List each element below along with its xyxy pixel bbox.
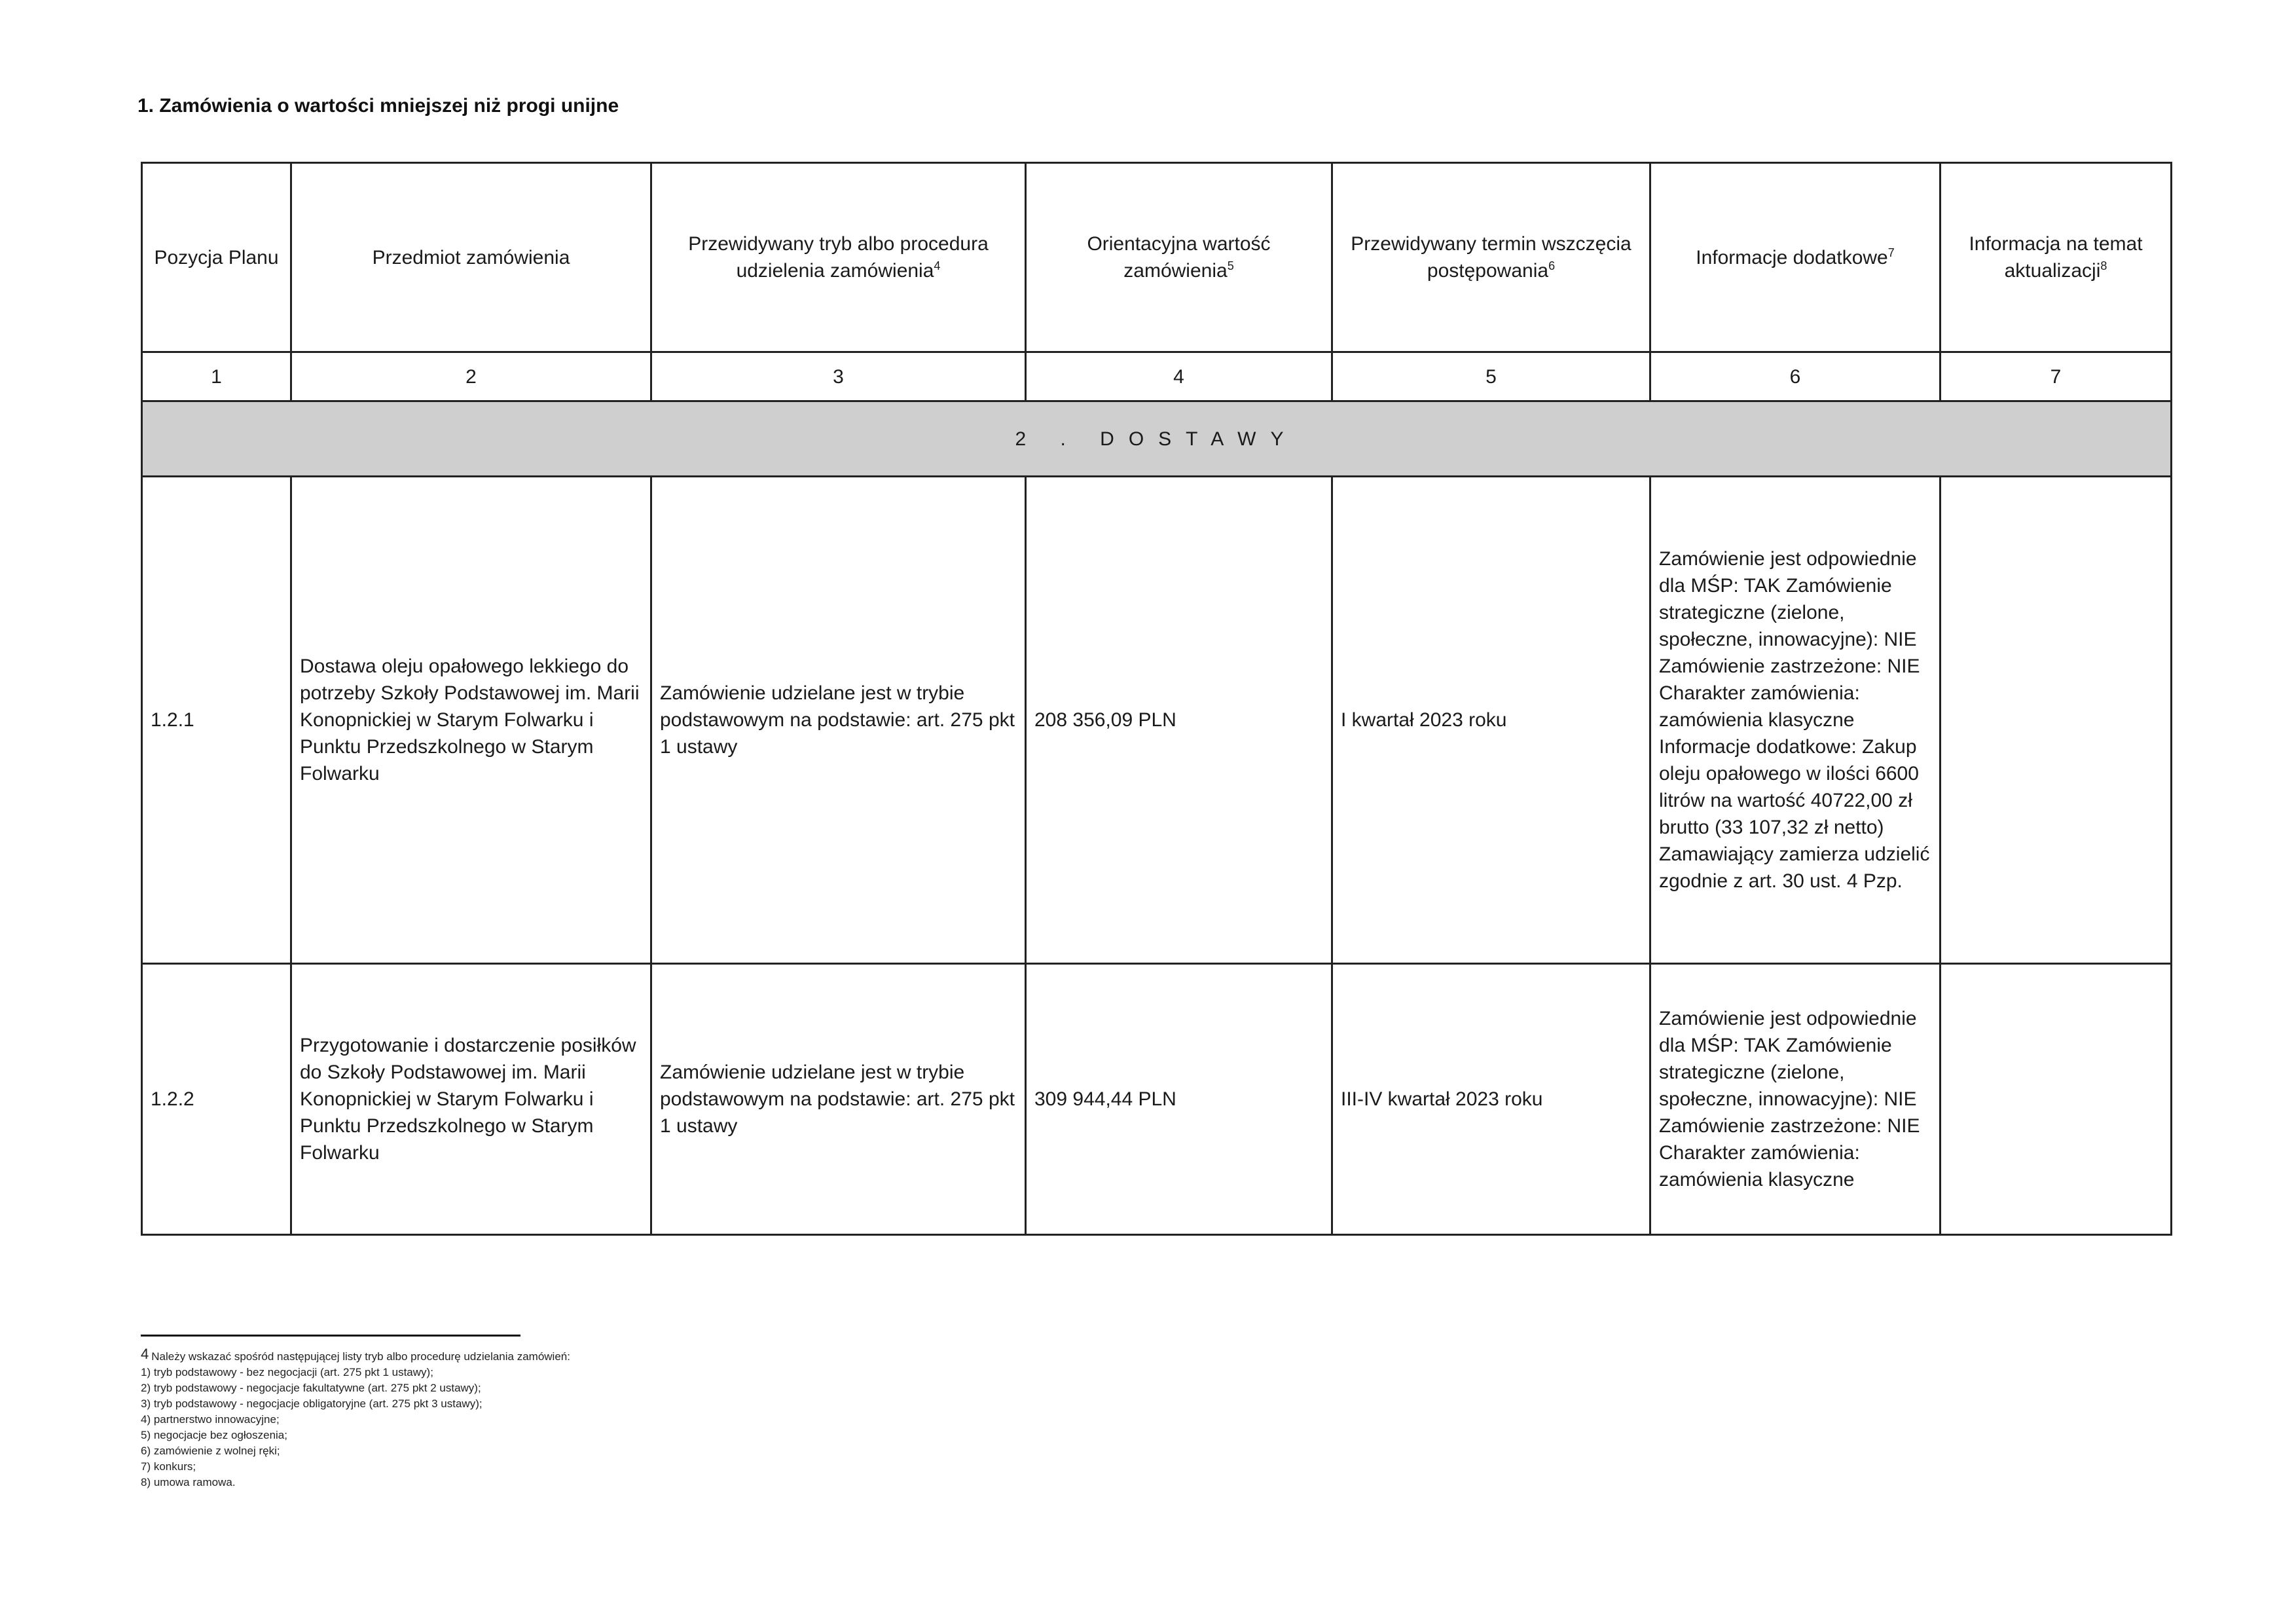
header-cell	[651, 163, 1026, 352]
position-cell: 1.2.1	[142, 477, 291, 964]
column-number: 5	[1332, 352, 1650, 401]
column-number: 2	[291, 352, 651, 401]
footnote-ref: 6	[1548, 259, 1556, 272]
header-cell	[1650, 163, 1941, 352]
section-row	[142, 401, 2172, 477]
table-row	[142, 477, 2172, 964]
procedure-cell: Zamówienie udzielane jest w trybie podstawowym na podstawie: art. 275 pkt 1 ustawy	[651, 964, 1026, 1235]
column-number: 3	[651, 352, 1026, 401]
info-cell: Zamówienie jest odpowiednie dla MŚP: TAK Zamówienie strategiczne (zielone, społeczne, innowacyjne): NIE Zamówienie zastrzeżone: NIE Charakter zamówienia: zamówienia klasyczne	[1650, 964, 1941, 1235]
column-number-row	[142, 352, 2172, 401]
column-number: 6	[1650, 352, 1941, 401]
page-title: 1. Zamówienia o wartości mniejszej niż progi unijne	[137, 95, 619, 117]
update-cell	[1941, 964, 2172, 1235]
footnote-heading-text: Należy wskazać spośród następującej listy tryb albo procedurę udzielania zamówień:	[151, 1350, 570, 1363]
term-cell: I kwartał 2023 roku	[1332, 477, 1650, 964]
header-label: Pozycja Planu	[154, 246, 279, 268]
footnote-ref: 5	[1227, 259, 1234, 272]
subject-cell: Przygotowanie i dostarczenie posiłków do Szkoły Podstawowej im. Marii Konopnickiej w Starym Folwarku i Punktu Przedszkolnego w Starym Folwarku	[291, 964, 651, 1235]
footnote-item: 4) partnerstwo innowacyjne;	[141, 1413, 280, 1426]
header-cell	[1941, 163, 2172, 352]
header-label: Przewidywany termin wszczęcia postępowania	[1351, 233, 1631, 282]
column-number: 4	[1026, 352, 1332, 401]
header-cell	[291, 163, 651, 352]
footnote-heading	[141, 1346, 570, 1365]
footnote-item: 8) umowa ramowa.	[141, 1476, 236, 1488]
footnotes	[141, 1346, 570, 1490]
header-label: Orientacyjna wartość zamówienia	[1087, 233, 1271, 282]
term-cell: III-IV kwartał 2023 roku	[1332, 964, 1650, 1235]
footnote-ref: 4	[934, 259, 941, 272]
procedure-cell: Zamówienie udzielane jest w trybie podstawowym na podstawie: art. 275 pkt 1 ustawy	[651, 477, 1026, 964]
footnote-divider	[141, 1335, 520, 1337]
header-label: Informacje dodatkowe	[1696, 246, 1888, 268]
position-cell: 1.2.2	[142, 964, 291, 1235]
value-cell: 309 944,44 PLN	[1026, 964, 1332, 1235]
footnote-item: 6) zamówienie z wolnej ręki;	[141, 1445, 280, 1457]
footnote-ref: 7	[1887, 246, 1895, 259]
subject-cell: Dostawa oleju opałowego lekkiego do potrzeby Szkoły Podstawowej im. Marii Konopnickiej w Starym Folwarku i Punktu Przedszkolnego w Starym Folwarku	[291, 477, 651, 964]
footnote-item: 7) konkurs;	[141, 1460, 196, 1473]
procurement-plan-table	[141, 162, 2172, 1236]
header-row	[142, 163, 2172, 352]
header-cell	[1026, 163, 1332, 352]
footnote-item: 5) negocjacje bez ogłoszenia;	[141, 1429, 287, 1441]
section-title: 2 . DOSTAWY	[142, 401, 2172, 477]
update-cell	[1941, 477, 2172, 964]
header-label: Przedmiot zamówienia	[372, 246, 570, 268]
header-label: Informacja na temat aktualizacji	[1969, 233, 2143, 282]
footnote-item: 3) tryb podstawowy - negocjacje obligatoryjne (art. 275 pkt 3 ustawy);	[141, 1397, 483, 1410]
footnote-item: 1) tryb podstawowy - bez negocjacji (art. 275 pkt 1 ustawy);	[141, 1366, 433, 1378]
column-number: 1	[142, 352, 291, 401]
table-row	[142, 964, 2172, 1235]
header-label: Przewidywany tryb albo procedura udzielenia zamówienia	[688, 233, 989, 282]
footnote-ref: 8	[2100, 259, 2107, 272]
footnote-item: 2) tryb podstawowy - negocjacje fakultatywne (art. 275 pkt 2 ustawy);	[141, 1382, 481, 1394]
column-number: 7	[1941, 352, 2172, 401]
value-cell: 208 356,09 PLN	[1026, 477, 1332, 964]
footnote-number: 4	[141, 1346, 149, 1362]
header-cell	[1332, 163, 1650, 352]
header-cell	[142, 163, 291, 352]
info-cell: Zamówienie jest odpowiednie dla MŚP: TAK Zamówienie strategiczne (zielone, społeczne, innowacyjne): NIE Zamówienie zastrzeżone: NIE Charakter zamówienia: zamówienia klasyczne Informacje dodatkowe: Zakup oleju opałowego w ilości 6600 litrów na wartość 40722,00 zł brutto (33 107,32 zł netto) Zamawiający zamierza udzielić zgodnie z art. 30 ust. 4 Pzp.	[1650, 477, 1941, 964]
